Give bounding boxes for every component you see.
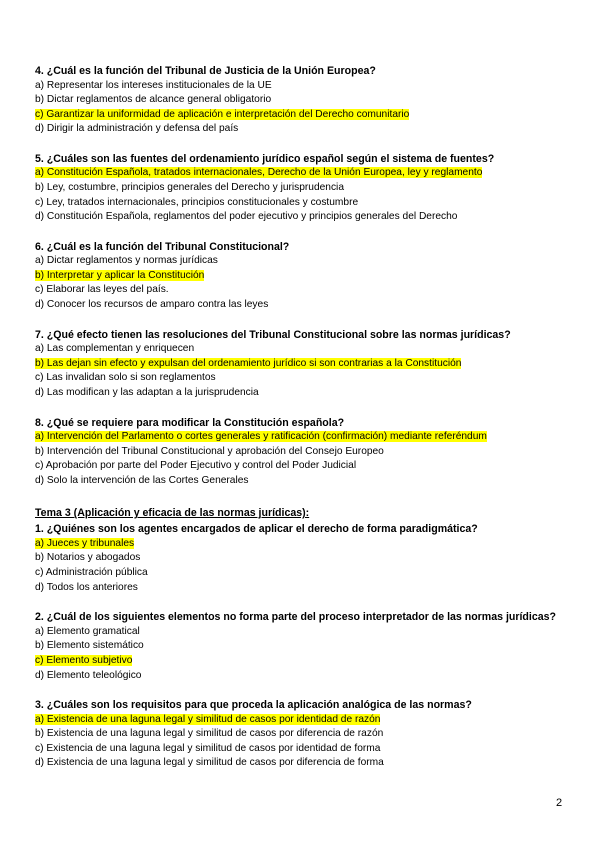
answer-option bbox=[35, 474, 570, 489]
answer-text: a) Dictar reglamentos y normas jurídicas bbox=[35, 255, 218, 267]
question-title: 2. ¿Cuál de los siguientes elementos no forma parte del proceso interpretador de las normas jurídicas? bbox=[35, 611, 556, 624]
answer-option bbox=[35, 727, 570, 742]
question-title: 7. ¿Qué efecto tienen las resoluciones del Tribunal Constitucional sobre las normas jurídicas? bbox=[35, 328, 511, 341]
answer-option bbox=[35, 581, 570, 596]
questions-group-a bbox=[35, 64, 570, 488]
answer-text: b) Elemento sistemático bbox=[35, 640, 144, 652]
answer-option bbox=[35, 166, 570, 181]
document-page bbox=[35, 64, 570, 786]
question-block bbox=[35, 610, 570, 683]
answer-text: a) Representar los intereses institucionales de la UE bbox=[35, 79, 272, 91]
highlighted-answer-text: a) Constitución Española, tratados internacionales, Derecho de la Unión Europea, ley y reglamento bbox=[35, 167, 483, 179]
question-title: 3. ¿Cuáles son los requisitos para que proceda la aplicación analógica de las normas? bbox=[35, 699, 472, 712]
page-number: 2 bbox=[556, 797, 563, 809]
highlighted-answer-text: a) Jueces y tribunales bbox=[35, 537, 135, 549]
question-block bbox=[35, 240, 570, 313]
answer-option bbox=[35, 654, 570, 669]
answer-option bbox=[35, 430, 570, 445]
question-title: 4. ¿Cuál es la función del Tribunal de Justicia de la Unión Europea? bbox=[35, 65, 376, 77]
answer-option bbox=[35, 357, 570, 372]
answer-text: b) Notarios y abogados bbox=[35, 552, 141, 564]
answer-option bbox=[35, 625, 570, 640]
answer-option bbox=[35, 566, 570, 581]
answer-text: d) Conocer los recursos de amparo contra las leyes bbox=[35, 299, 269, 311]
answer-option bbox=[35, 181, 570, 196]
question-block bbox=[35, 698, 570, 771]
answer-text: b) Intervención del Tribunal Constitucional y aprobación del Consejo Europeo bbox=[35, 445, 384, 457]
questions-group-b bbox=[35, 522, 570, 771]
answer-option bbox=[35, 713, 570, 728]
question-block bbox=[35, 64, 570, 137]
answer-option bbox=[35, 551, 570, 566]
question-title: 6. ¿Cuál es la función del Tribunal Constitucional? bbox=[35, 240, 290, 253]
highlighted-answer-text: a) Existencia de una laguna legal y similitud de casos por identidad de razón bbox=[35, 713, 381, 725]
answer-option bbox=[35, 459, 570, 474]
question-block bbox=[35, 416, 570, 489]
answer-option bbox=[35, 108, 570, 123]
answer-option bbox=[35, 537, 570, 552]
answer-text: d) Las modifican y las adaptan a la jurisprudencia bbox=[35, 386, 259, 398]
question-block bbox=[35, 328, 570, 401]
answer-text: d) Elemento teleológico bbox=[35, 669, 142, 681]
question-block bbox=[35, 522, 570, 595]
answer-option bbox=[35, 669, 570, 684]
answer-option bbox=[35, 79, 570, 94]
answer-text: c) Ley, tratados internacionales, principios constitucionales y costumbre bbox=[35, 196, 359, 208]
highlighted-answer-text: b) Las dejan sin efecto y expulsan del ordenamiento jurídico si son contrarias a la Constitución bbox=[35, 357, 462, 369]
question-block bbox=[35, 152, 570, 225]
highlighted-answer-text: c) Elemento subjetivo bbox=[35, 654, 133, 666]
answer-text: c) Existencia de una laguna legal y similitud de casos por identidad de forma bbox=[35, 742, 381, 754]
answer-text: b) Ley, costumbre, principios generales del Derecho y jurisprudencia bbox=[35, 181, 344, 193]
answer-text: a) Elemento gramatical bbox=[35, 625, 140, 637]
answer-text: d) Solo la intervención de las Cortes Generales bbox=[35, 474, 249, 486]
answer-option bbox=[35, 342, 570, 357]
answer-option bbox=[35, 386, 570, 401]
answer-option bbox=[35, 283, 570, 298]
highlighted-answer-text: c) Garantizar la uniformidad de aplicación e interpretación del Derecho comunitario bbox=[35, 108, 410, 120]
answer-option bbox=[35, 371, 570, 386]
answer-option bbox=[35, 122, 570, 137]
answer-option bbox=[35, 756, 570, 771]
answer-text: c) Elaborar las leyes del país. bbox=[35, 284, 169, 296]
section-heading-text: Tema 3 (Aplicación y eficacia de las normas jurídicas): bbox=[35, 507, 310, 520]
question-title: 1. ¿Quiénes son los agentes encargados de aplicar el derecho de forma paradigmática? bbox=[35, 523, 478, 536]
answer-text: b) Dictar reglamentos de alcance general obligatorio bbox=[35, 94, 272, 106]
answer-text: c) Las invalidan solo si son reglamentos bbox=[35, 372, 216, 384]
answer-option bbox=[35, 639, 570, 654]
question-title: 8. ¿Qué se requiere para modificar la Constitución española? bbox=[35, 416, 345, 429]
answer-text: d) Constitución Española, reglamentos del poder ejecutivo y principios generales del Derecho bbox=[35, 211, 458, 223]
answer-option bbox=[35, 210, 570, 225]
answer-option bbox=[35, 196, 570, 211]
answer-option bbox=[35, 298, 570, 313]
answer-text: d) Todos los anteriores bbox=[35, 581, 138, 593]
answer-text: d) Dirigir la administración y defensa del país bbox=[35, 123, 239, 135]
highlighted-answer-text: b) Interpretar y aplicar la Constitución bbox=[35, 269, 205, 281]
answer-text: b) Existencia de una laguna legal y similitud de casos por diferencia de razón bbox=[35, 728, 384, 740]
answer-option bbox=[35, 93, 570, 108]
answer-text: d) Existencia de una laguna legal y similitud de casos por diferencia de forma bbox=[35, 757, 384, 769]
section-heading bbox=[35, 503, 570, 521]
answer-option bbox=[35, 269, 570, 284]
answer-option bbox=[35, 742, 570, 757]
answer-option bbox=[35, 445, 570, 460]
answer-text: a) Las complementan y enriquecen bbox=[35, 343, 195, 355]
answer-option bbox=[35, 254, 570, 269]
highlighted-answer-text: a) Intervención del Parlamento o cortes generales y ratificación (confirmación) mediante referéndum bbox=[35, 431, 487, 442]
answer-text: c) Aprobación por parte del Poder Ejecutivo y control del Poder Judicial bbox=[35, 460, 357, 472]
answer-text: c) Administración pública bbox=[35, 567, 148, 579]
question-title: 5. ¿Cuáles son las fuentes del ordenamiento jurídico español según el sistema de fuentes? bbox=[35, 152, 495, 165]
